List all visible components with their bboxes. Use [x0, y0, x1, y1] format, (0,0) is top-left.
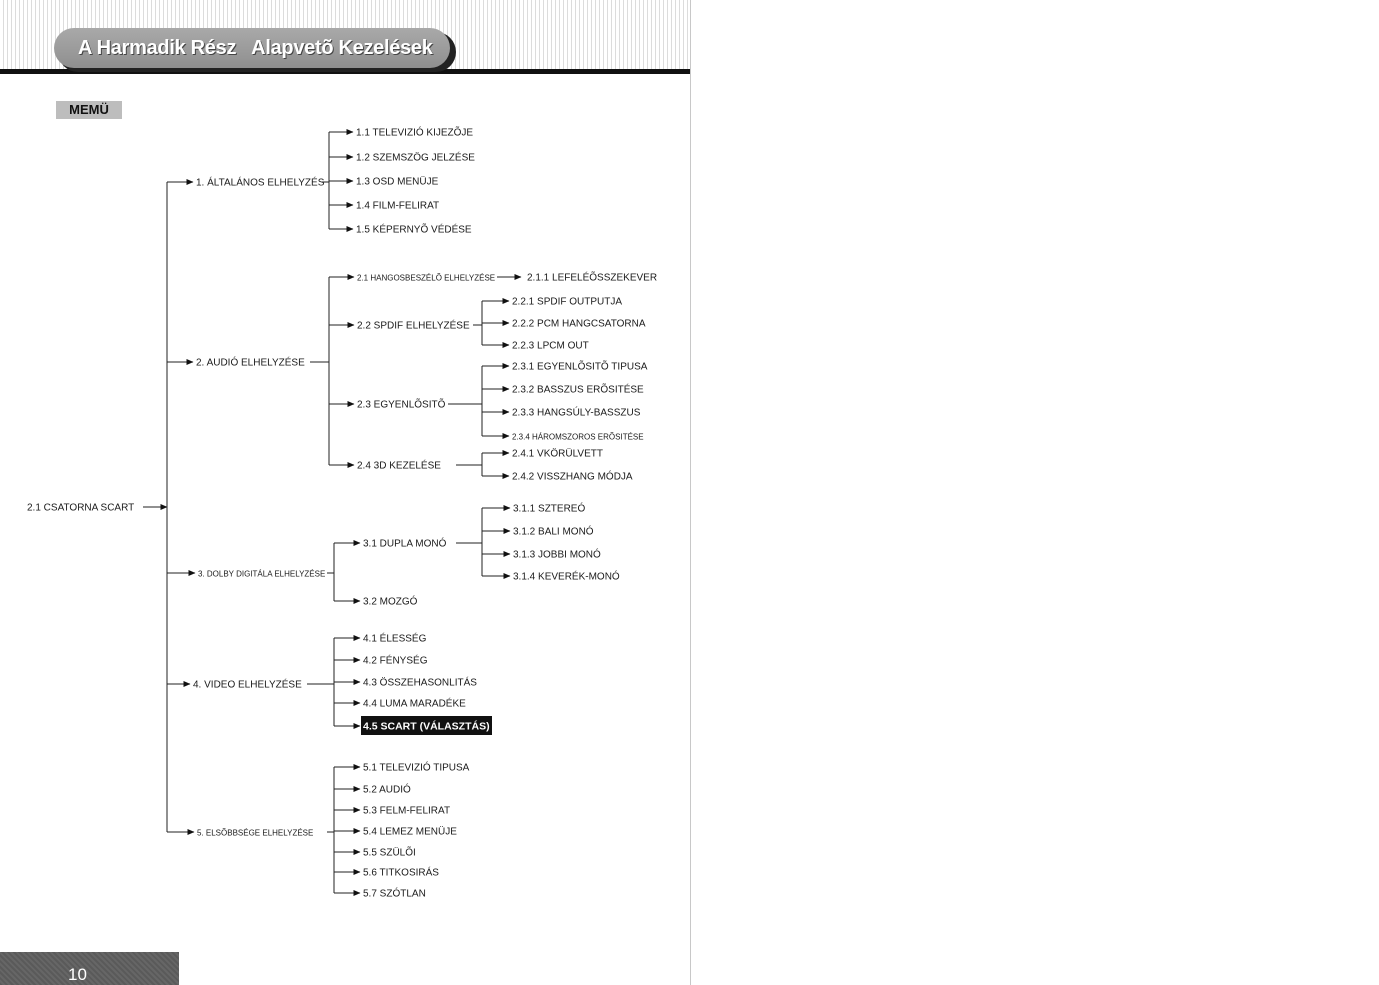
g5-label-1: 5.1 TELEVIZIÓ TIPUSA — [363, 762, 470, 774]
g24-label-2: 2.4.2 VISSZHANG MÓDJA — [512, 471, 633, 483]
level1-label-3: 3. DOLBY DIGITÁLA ELHELYZÉSE — [198, 569, 326, 579]
g1-label-5: 1.5 KÉPERNYÕ VÉDÉSE — [356, 224, 472, 236]
g1-label-1: 1.1 TELEVIZIÓ KIJEZÕJE — [356, 127, 474, 139]
g4-label-3: 4.3 ÖSSZEHASONLITÁS — [363, 677, 477, 689]
level1-label-4: 4. VIDEO ELHELYZÉSE — [193, 679, 302, 691]
g3-label-2: 3.2 MOZGÓ — [363, 596, 418, 608]
section-title-text: A Harmadik Rész Alapvetõ Kezelések — [78, 36, 433, 59]
g5-label-5: 5.5 SZÜLÕI — [363, 847, 416, 859]
g3-label-1: 3.1 DUPLA MONÓ — [363, 538, 447, 550]
g5-label-7: 5.7 SZÓTLAN — [363, 888, 426, 900]
page-number: 10 — [68, 965, 87, 984]
g22-label-2: 2.2.2 PCM HANGCSATORNA — [512, 318, 646, 330]
g24-label-1: 2.4.1 VKÖRÜLVETT — [512, 448, 603, 460]
g23-label-1: 2.3.1 EGYENLÕSITÕ TIPUSA — [512, 361, 648, 373]
g22-label-3: 2.2.3 LPCM OUT — [512, 340, 589, 352]
menu-tag: MEMÜ — [56, 101, 122, 119]
g31-label-1: 3.1.1 SZTEREÓ — [513, 503, 586, 515]
g4-label-5: 4.5 SCART (VÁLASZTÁS) — [363, 720, 490, 733]
level1-label-1: 1. ÁLTALÁNOS ELHELYZÉS — [196, 177, 325, 189]
g5-label-3: 5.3 FELM-FELIRAT — [363, 805, 451, 817]
g22-label-1: 2.2.1 SPDIF OUTPUTJA — [512, 296, 623, 308]
g4-label-2: 4.2 FÉNYSÉG — [363, 655, 428, 667]
g23-label-3: 2.3.3 HANGSÚLY-BASSZUS — [512, 407, 641, 419]
page-number-band — [0, 952, 179, 985]
g4-label-4: 4.4 LUMA MARADÉKE — [363, 698, 466, 710]
g5-label-2: 5.2 AUDIÓ — [363, 784, 411, 796]
g2-label-1: 2.1 HANGOSBESZÉLÕ ELHELYZÉSE — [357, 273, 496, 283]
g5-label-6: 5.6 TITKOSIRÁS — [363, 867, 439, 879]
g1-label-3: 1.3 OSD MENÜJE — [356, 176, 439, 188]
level1-label-5: 5. ELSÕBBSÉGE ELHELYZÉSE — [197, 828, 314, 838]
g31-label-4: 3.1.4 KEVERÉK-MONÓ — [513, 571, 620, 583]
page-edge — [690, 0, 691, 985]
tree-root-label: 2.1 CSATORNA SCART — [27, 502, 135, 514]
g2-label-2: 2.2 SPDIF ELHELYZÉSE — [357, 320, 470, 332]
level1-label-2: 2. AUDIÓ ELHELYZÉSE — [196, 357, 305, 369]
g31-label-3: 3.1.3 JOBBI MONÓ — [513, 549, 601, 561]
g1-label-2: 1.2 SZEMSZÖG JELZÉSE — [356, 152, 475, 164]
g23-label-2: 2.3.2 BASSZUS ERÕSITÉSE — [512, 384, 644, 396]
g31-label-2: 3.1.2 BALI MONÓ — [513, 526, 594, 538]
tree-labels — [27, 126, 657, 900]
g5-label-4: 5.4 LEMEZ MENÜJE — [363, 826, 457, 838]
g23-label-4: 2.3.4 HÁROMSZOROS ERÕSITÉSE — [512, 432, 644, 442]
g1-label-4: 1.4 FILM-FELIRAT — [356, 200, 440, 212]
g4-label-1: 4.1 ÉLESSÉG — [363, 633, 427, 645]
g2-label-4: 2.4 3D KEZELÉSE — [357, 460, 441, 472]
g2-label-3: 2.3 EGYENLÕSITÕ — [357, 399, 446, 411]
g21-label-1: 2.1.1 LEFELÉÕSSZEKEVER — [527, 272, 658, 284]
tree-connectors — [143, 132, 521, 893]
